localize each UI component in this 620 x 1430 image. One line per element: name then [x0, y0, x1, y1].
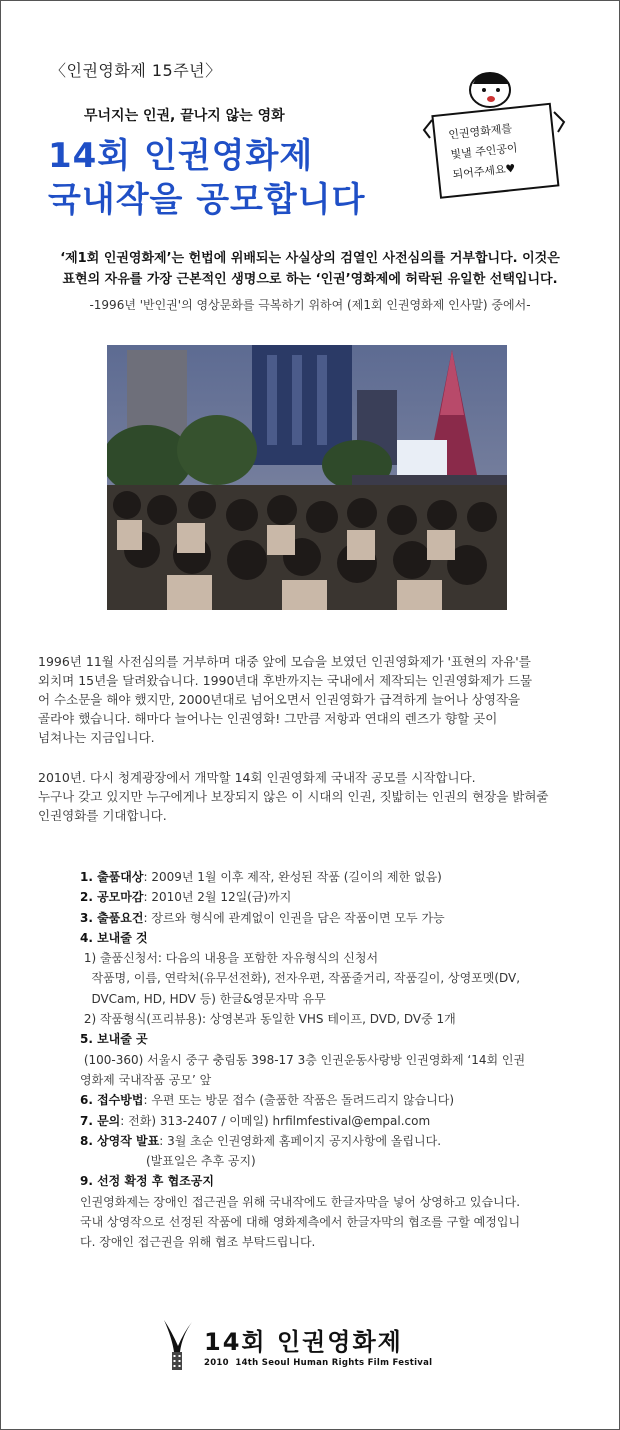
intro-line: 넘쳐나는 지금입니다.: [38, 730, 155, 745]
guideline-item-7: 7. 문의: 전화) 313-2407 / 이메일) hrfilmfestival@empal.com: [80, 1113, 431, 1128]
guideline-item-4-sub1b: 작품명, 이름, 연락처(유무선전화), 전자우편, 작품줄거리, 작품길이, 상영포멧(DV,: [80, 971, 521, 986]
guideline-item-9: 9. 선정 확정 후 협조공지: [80, 1174, 214, 1189]
guideline-item-5-line1: (100-360) 서울시 중구 충림동 398-17 3층 인권운동사랑방 인권영화제 ‘14회 인권: [80, 1052, 526, 1067]
guideline-item-9-line1: 인권영화제는 장애인 접근권을 위해 국내작에도 한글자막을 넣어 상영하고 있습니다.: [80, 1194, 521, 1209]
sign-line-2: 빛낼 주인공이: [449, 141, 519, 162]
intro-line: 어 수소문을 해야 했지만, 2000년대로 넘어오면서 인권영화가 급격하게 늘어나 상영작을: [38, 692, 521, 707]
guideline-item-4-sub1c: DVCam, HD, HDV 등) 한글&영문자막 유무: [80, 991, 326, 1006]
poster-title-line2: 국내작을 공모합니다: [48, 180, 366, 220]
film-reel-logo-icon: [158, 1318, 198, 1374]
call-line: 누구나 갖고 있지만 누구에게나 보장되지 않은 이 시대의 인권, 짓밟히는 인권의 현장을 밝혀줄: [38, 789, 549, 804]
intro-paragraph: [38, 652, 586, 747]
guideline-item-2: 2. 공모마감: 2010년 2월 12일(금)까지: [80, 890, 292, 905]
guideline-item-6: 6. 접수방법: 우편 또는 방문 접수 (출품한 작품은 돌려드리지 않습니다): [80, 1093, 455, 1108]
guideline-item-1: 1. 출품대상: 2009년 1월 이후 제작, 완성된 작품 (길이의 제한 없음): [80, 870, 442, 884]
guideline-item-4: 4. 보내줄 것: [80, 930, 148, 945]
poster-subtitle: 무너지는 인권, 끝나지 않는 영화: [84, 108, 285, 124]
guideline-item-4-sub2: 2) 작품형식(프리뷰용): 상영본과 동일한 VHS 테이프, DVD, DV중 1개: [80, 1012, 456, 1027]
mascot-character-icon: [418, 72, 568, 202]
logo-subtitle: 2010 14th Seoul Human Rights Film Festival: [204, 1358, 433, 1368]
call-line: 인권영화를 기대합니다.: [38, 808, 167, 823]
guideline-item-8: 8. 상영작 발표: 3월 초순 인권영화제 홈페이지 공지사항에 올립니다.: [80, 1133, 442, 1148]
guideline-item-9-line3: 다. 장애인 접근권을 위해 협조 부탁드립니다.: [80, 1235, 316, 1250]
guideline-item-3: 3. 출품요건: 장르와 형식에 관계없이 인권을 담은 작품이면 모두 가능: [80, 910, 445, 925]
intro-line: 골라야 했습니다. 해마다 늘어나는 인권영화! 그만큼 저항과 연대의 렌즈가 향할 곳이: [38, 711, 498, 726]
intro-line: 1996년 11월 사전심의를 거부하며 대중 앞에 모습을 보였던 인권영화제가 '표현의 자유'를: [38, 654, 531, 669]
call-paragraph: [38, 768, 586, 825]
guideline-item-9-line2: 국내 상영작으로 선정된 작품에 대해 영화제측에서 한글자막의 협조를 구할 예정입니: [80, 1215, 521, 1230]
mascot-sign-illustration: [418, 72, 568, 202]
quote-line-1: ‘제1회 인권영화제’는 헌법에 위배되는 사실상의 검열인 사전심의를 거부합니다. 이것은: [60, 251, 560, 266]
poster-title-line1: 14회 인권영화제: [48, 136, 314, 176]
festival-photo: [107, 345, 507, 610]
anniversary-label: 〈인권영화제 15주년〉: [50, 61, 222, 80]
quote-source: -1996년 '반인권'의 영상문화를 극복하기 위하여 (제1회 인권영화제 인사말) 중에서-: [89, 298, 531, 312]
call-line: 2010년. 다시 청계광장에서 개막할 14회 인권영화제 국내작 공모를 시작합니다.: [38, 770, 476, 785]
guideline-item-8-note: (발표일은 추후 공지): [146, 1154, 256, 1169]
quote-line-2: 표현의 자유를 가장 근본적인 생명으로 하는 ‘인권’영화제에 허락된 유일한 선택입니다.: [62, 272, 558, 287]
festival-logo-mark: [158, 1318, 198, 1374]
logo-title: 14회 인권영화제: [204, 1328, 403, 1356]
intro-line: 외치며 15년을 달려왔습니다. 1990년대 후반까지는 국내에서 제작되는 인권영화제가 드물: [38, 673, 533, 688]
outdoor-screening-image: [107, 345, 507, 610]
sign-line-3: 되어주세요♥: [452, 161, 517, 182]
guideline-item-4-sub1: 1) 출품신청서: 다음의 내용을 포함한 자유형식의 신청서: [80, 951, 379, 966]
guideline-item-5: 5. 보내줄 곳: [80, 1032, 148, 1047]
sign-line-1: 인권영화제를: [447, 121, 513, 142]
guideline-item-5-line2: 영화제 국내작품 공모’ 앞: [80, 1072, 212, 1087]
submission-guidelines: [80, 867, 570, 1253]
